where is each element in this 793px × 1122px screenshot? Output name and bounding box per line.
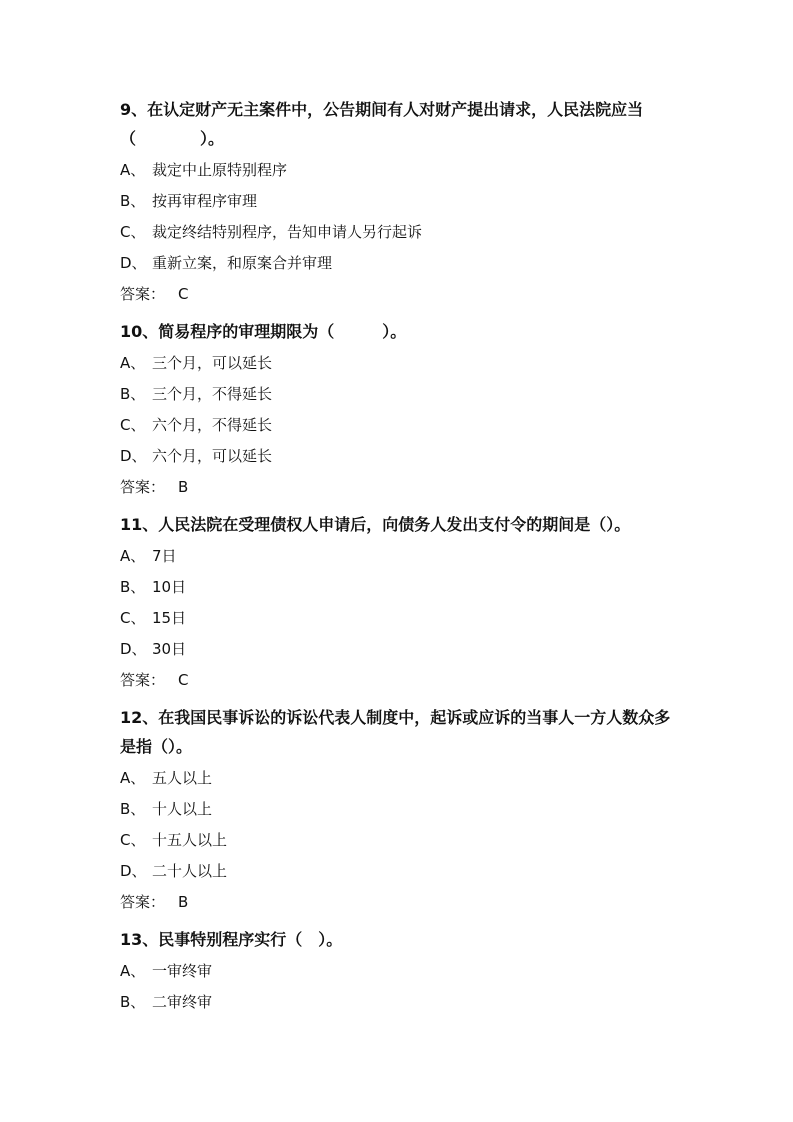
option-text: 三个月，可以延长	[152, 354, 273, 372]
option-list	[120, 541, 680, 665]
option-letter: B、	[120, 578, 146, 596]
option-d	[120, 634, 680, 665]
option-letter: D、	[120, 640, 147, 658]
question-10	[120, 317, 680, 503]
document-page	[120, 95, 680, 1018]
question-title	[120, 510, 680, 539]
option-a	[120, 348, 680, 379]
option-letter: B、	[120, 993, 146, 1011]
answer-value: C	[178, 671, 189, 689]
option-letter: C、	[120, 223, 146, 241]
question-title	[120, 95, 680, 153]
answer-line	[120, 279, 680, 310]
answer-line	[120, 887, 680, 918]
question-title-line: （ ）。	[120, 129, 225, 148]
option-text: 一审终审	[152, 962, 213, 980]
option-list	[120, 348, 680, 472]
option-c	[120, 603, 680, 634]
option-text: 二审终审	[152, 993, 213, 1011]
question-title	[120, 703, 680, 761]
answer-label: 答案：	[120, 478, 166, 496]
question-title	[120, 317, 680, 346]
option-text: 15日	[152, 609, 187, 627]
option-b	[120, 186, 680, 217]
option-letter: D、	[120, 447, 147, 465]
answer-label: 答案：	[120, 893, 166, 911]
option-text: 六个月，可以延长	[152, 447, 273, 465]
question-9	[120, 95, 680, 310]
option-a	[120, 155, 680, 186]
option-letter: A、	[120, 547, 146, 565]
option-letter: D、	[120, 862, 147, 880]
question-title-line: 是指（）。	[120, 737, 193, 756]
option-text: 重新立案，和原案合并审理	[152, 254, 333, 272]
question-title-line: 11、人民法院在受理债权人申请后，向债务人发出支付令的期间是（）。	[120, 515, 631, 534]
option-a	[120, 763, 680, 794]
option-text: 裁定中止原特别程序	[152, 161, 288, 179]
option-letter: C、	[120, 609, 146, 627]
option-text: 六个月，不得延长	[152, 416, 273, 434]
option-letter: D、	[120, 254, 147, 272]
option-d	[120, 441, 680, 472]
option-d	[120, 856, 680, 887]
option-text: 十人以上	[152, 800, 213, 818]
answer-line	[120, 472, 680, 503]
question-title-line: 13、民事特别程序实行（ ）。	[120, 930, 343, 949]
question-title-line: 9、在认定财产无主案件中，公告期间有人对财产提出请求，人民法院应当	[120, 100, 644, 119]
option-letter: B、	[120, 800, 146, 818]
option-b	[120, 379, 680, 410]
option-letter: A、	[120, 161, 146, 179]
option-text: 裁定终结特别程序，告知申请人另行起诉	[152, 223, 423, 241]
question-13	[120, 925, 680, 1018]
answer-value: B	[178, 478, 189, 496]
option-text: 10日	[152, 578, 187, 596]
option-letter: A、	[120, 962, 146, 980]
option-letter: B、	[120, 192, 146, 210]
question-title	[120, 925, 680, 954]
answer-value: B	[178, 893, 189, 911]
answer-line	[120, 665, 680, 696]
option-a	[120, 541, 680, 572]
option-text: 三个月，不得延长	[152, 385, 273, 403]
answer-label: 答案：	[120, 285, 166, 303]
question-11	[120, 510, 680, 696]
option-text: 按再审程序审理	[152, 192, 258, 210]
option-c	[120, 217, 680, 248]
option-b	[120, 987, 680, 1018]
option-text: 7日	[152, 547, 177, 565]
option-b	[120, 794, 680, 825]
option-text: 十五人以上	[152, 831, 228, 849]
option-list	[120, 155, 680, 279]
option-c	[120, 410, 680, 441]
question-12	[120, 703, 680, 918]
option-text: 五人以上	[152, 769, 213, 787]
option-text: 二十人以上	[152, 862, 228, 880]
option-letter: A、	[120, 769, 146, 787]
question-title-line: 10、简易程序的审理期限为（ ）。	[120, 322, 407, 341]
question-title-line: 12、在我国民事诉讼的诉讼代表人制度中，起诉或应诉的当事人一方人数众多	[120, 708, 671, 727]
option-letter: C、	[120, 831, 146, 849]
option-c	[120, 825, 680, 856]
option-letter: B、	[120, 385, 146, 403]
option-d	[120, 248, 680, 279]
answer-label: 答案：	[120, 671, 166, 689]
option-text: 30日	[152, 640, 187, 658]
option-letter: C、	[120, 416, 146, 434]
option-a	[120, 956, 680, 987]
option-b	[120, 572, 680, 603]
option-list	[120, 763, 680, 887]
answer-value: C	[178, 285, 189, 303]
option-letter: A、	[120, 354, 146, 372]
option-list	[120, 956, 680, 1018]
